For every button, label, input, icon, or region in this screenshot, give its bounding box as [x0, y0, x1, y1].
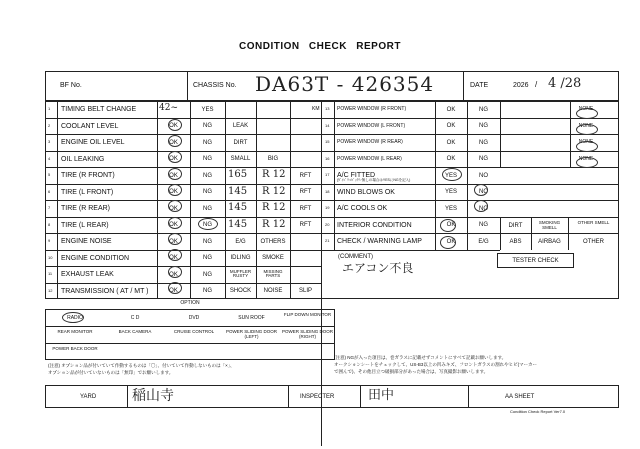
row-label: ENGINE CONDITION	[61, 254, 130, 262]
damage-note-2: オークションシートをチェックして、US-B3以上の凹みキズ、フロントガラスの割れやヒビ(マーカー	[334, 362, 538, 367]
check-mark-circle	[474, 200, 488, 212]
comment-label: (COMMENT)	[338, 254, 373, 260]
row-label: COOLANT LEVEL	[61, 122, 119, 130]
option-none: NONE	[578, 139, 594, 145]
option-c4: NOISE	[263, 288, 283, 294]
row-number: 16	[325, 155, 330, 161]
option-ok: OK	[169, 238, 178, 245]
grid-line	[321, 118, 619, 119]
aa-sheet-label: AA SHEET	[505, 394, 535, 400]
row-label: POWER WINDOW (L REAR)	[337, 155, 402, 162]
row-label: A/C FITTED	[337, 172, 376, 179]
option-c1: OK	[446, 156, 456, 162]
option-item: BACK CAMERA	[118, 329, 152, 334]
check-mark-circle	[168, 200, 182, 212]
grid-line	[321, 184, 619, 185]
option-ok: OK	[169, 222, 178, 228]
check-mark-circle	[440, 219, 456, 232]
option-c3: LEAK	[232, 123, 249, 129]
grid-line	[45, 250, 321, 251]
option-item: FLIP DOWN MONITOR	[283, 312, 332, 317]
option-note-1: (注意) オプション品が付いていて作動するものは「〇」、付いていて作動しないものは「×」、	[48, 363, 235, 368]
date-sep: /	[535, 80, 538, 89]
check-mark-circle	[576, 108, 598, 119]
option-ng: NG	[203, 156, 212, 162]
row-label: POWER WINDOW (L FRONT)	[337, 122, 406, 129]
tire-size: 165	[228, 169, 248, 180]
option-ok: OK	[169, 139, 178, 146]
row-number: 2	[48, 122, 51, 128]
option-c4: OTHERS	[260, 238, 286, 245]
grid-line	[321, 217, 619, 218]
check-mark-circle	[442, 168, 462, 181]
handwritten-note: 42~	[159, 103, 178, 113]
option-item: POWER SLIDING DOOR (LEFT)	[225, 329, 277, 340]
grid-line	[321, 151, 619, 152]
option-c2: NG	[479, 156, 488, 162]
row-label: TIMING BELT CHANGE	[61, 106, 137, 113]
tire-size: 145	[228, 218, 248, 230]
grid-line	[45, 217, 321, 218]
row-label: TIRE (R FRONT)	[61, 172, 115, 179]
option-c5: RFT	[299, 189, 312, 195]
option-ng: NG	[203, 172, 212, 179]
row-label: ENGINE NOISE	[61, 238, 112, 245]
option-ok: OK	[169, 156, 178, 162]
option-c1: YES	[444, 172, 457, 179]
row-number: 21	[325, 238, 330, 243]
option-item: C D	[130, 315, 140, 321]
check-mark-circle	[198, 218, 218, 230]
row-number: 10	[48, 254, 53, 260]
grid-line	[467, 101, 468, 250]
option-ng: NG	[203, 123, 212, 129]
check-mark-circle	[62, 312, 84, 323]
check-mark-circle	[168, 119, 182, 131]
option-ng: NG	[203, 238, 212, 245]
option-ok: OK	[169, 123, 178, 129]
version-label: Condition Check Report Ver7.0	[510, 409, 566, 414]
row-label: INTERIOR CONDITION	[337, 221, 412, 229]
row-number: 18	[325, 188, 330, 194]
option-item: RADIO	[67, 315, 83, 321]
row-label: OIL LEAKING	[61, 155, 105, 163]
chassis-label: CHASSIS No.	[193, 82, 237, 89]
grid-line	[435, 101, 436, 250]
row-number: 9	[48, 238, 51, 243]
option-item: REAR MONITOR	[57, 329, 93, 334]
km-label: KM	[312, 106, 320, 112]
option-item: CRUISE CONTROL	[173, 329, 215, 334]
option-ok: OK	[169, 271, 178, 278]
option-c2: NG	[479, 139, 488, 146]
row-number: 8	[48, 221, 51, 227]
option-other: OTHER	[583, 239, 604, 245]
grid-line	[45, 184, 321, 185]
grid-line	[321, 233, 619, 234]
comment-text: エアコン不良	[342, 261, 414, 275]
row-number: 12	[48, 287, 53, 293]
row-number: 3	[48, 139, 51, 144]
inspecter-label: INSPECTER	[300, 394, 335, 400]
row-label: TIRE (R REAR)	[61, 205, 110, 212]
option-none: NONE	[578, 106, 594, 112]
option-c3: MUFFLER RUSTY	[229, 268, 252, 279]
option-c5: RFT	[299, 172, 312, 179]
grid-line	[45, 151, 321, 152]
option-ng: YES	[201, 106, 214, 113]
row-number: 15	[325, 139, 330, 144]
date-month-day: 4 /28	[548, 76, 582, 91]
option-c3: DIRT	[233, 139, 248, 146]
option-ng: NG	[203, 271, 212, 278]
option-ng: NG	[203, 288, 212, 294]
option-smoking-smell: SMOKING SMELL	[538, 219, 561, 230]
tire-rim: R 12	[262, 202, 286, 213]
check-mark-circle	[168, 249, 182, 261]
row-number: 5	[48, 172, 51, 177]
option-c2: NO	[479, 172, 488, 179]
check-mark-circle	[168, 266, 182, 278]
grid-line	[45, 283, 321, 284]
option-c2: NO	[479, 205, 488, 212]
row-label: ENGINE OIL LEVEL	[61, 139, 125, 146]
grid-line	[570, 101, 571, 167]
option-c4: MISSING PARTS	[263, 268, 283, 279]
option-c5: RFT	[299, 222, 312, 228]
option-c2: NG	[479, 123, 488, 129]
option-none: NONE	[578, 122, 594, 129]
option-ng: NG	[203, 255, 212, 261]
tire-rim: R 12	[262, 169, 286, 180]
option-c1: OK	[446, 106, 456, 113]
option-ng: NG	[203, 139, 212, 146]
row-number: 17	[325, 172, 330, 177]
option-c4: SMOKE	[262, 255, 284, 261]
option-ok: OK	[169, 172, 178, 179]
option-c2: NO	[479, 189, 488, 195]
option-c1: YES	[444, 189, 457, 195]
option-c1: OK	[446, 222, 456, 228]
tire-size: 145	[228, 202, 248, 213]
option-dirt: DIRT	[508, 222, 523, 229]
row-label: CHECK / WARNING LAMP	[337, 238, 422, 245]
check-mark-circle	[474, 184, 488, 196]
check-mark-circle	[576, 157, 598, 168]
row-label: EXHAUST LEAK	[61, 271, 114, 278]
option-ng: NG	[203, 205, 212, 212]
check-mark-circle	[168, 135, 182, 147]
grid-line	[45, 266, 321, 267]
row-number: 13	[325, 106, 330, 111]
grid-line	[321, 167, 619, 168]
tire-rim: R 12	[262, 185, 286, 197]
grid-line	[321, 200, 619, 201]
date-year: 2026	[513, 82, 529, 89]
row-number: 20	[325, 221, 330, 227]
yard-value: 稲山寺	[132, 388, 174, 404]
chassis-value: DA63T - 426354	[255, 72, 435, 96]
row-number: 1	[48, 106, 51, 111]
grid-line	[45, 343, 335, 344]
option-c1: YES	[444, 205, 457, 212]
row-number: 11	[48, 271, 53, 276]
check-mark-circle	[168, 168, 182, 180]
option-c2: NG	[479, 106, 488, 113]
check-mark-circle	[168, 151, 182, 163]
report-title: CONDITION CHECK REPORT	[239, 41, 401, 52]
grid-line	[321, 250, 500, 251]
option-c5: SLIP	[298, 288, 312, 294]
row-number: 7	[48, 205, 51, 210]
check-mark-circle	[576, 124, 598, 135]
grid-line	[45, 326, 335, 327]
damage-note-3: で囲んで)、その他目立つ破損部分があった場合は、写真撮影お願いします。	[334, 369, 489, 374]
yard-label: YARD	[80, 394, 97, 400]
damage-note-1: (注意) NGが入った項目は、巻ガラスに記載せずコメントにすべて記載お願いします。	[334, 355, 507, 360]
row-label: POWER WINDOW (R REAR)	[337, 139, 403, 145]
row-number: 6	[48, 188, 51, 194]
option-ok: OK	[169, 288, 178, 294]
tire-size: 145	[228, 185, 248, 197]
grid-line	[45, 118, 321, 119]
grid-line	[45, 134, 321, 135]
grid-line	[500, 101, 501, 167]
row-label: TRANSMISSION ( AT / MT )	[61, 287, 149, 295]
option-ok: OK	[169, 205, 178, 212]
row-label: A/C COOLS OK	[337, 205, 388, 212]
option-ok: OK	[169, 255, 178, 261]
option-airbag: AIRBAG	[538, 239, 561, 245]
option-item: SUN ROOF	[238, 315, 265, 321]
option-c4: BIG	[267, 156, 279, 162]
row-number: 19	[325, 205, 330, 210]
option-abs: ABS	[509, 239, 522, 245]
row-sublabel: (ﾀﾞｲﾍﾞﾘｰ/ﾊﾞｯﾃﾘｰ無しの場合はYESにNGを記入)	[337, 178, 411, 182]
check-mark-circle	[168, 184, 182, 196]
option-c3: IDLING	[230, 255, 251, 261]
tire-rim: R 12	[262, 218, 286, 230]
row-number: 4	[48, 155, 51, 161]
check-mark-circle	[168, 233, 182, 245]
bf-label: BF No.	[60, 82, 82, 89]
check-mark-circle	[576, 141, 598, 152]
tester-check-label: TESTER CHECK	[512, 258, 559, 264]
date-label: DATE	[470, 82, 489, 89]
option-other-smell: OTHER SMELL	[577, 219, 610, 225]
option-c1: OK	[446, 123, 456, 129]
option-item: DVD	[188, 315, 200, 321]
option-c1: OK	[446, 238, 456, 245]
row-label: TIRE (L FRONT)	[61, 188, 114, 196]
row-label: TIRE (L REAR)	[61, 221, 109, 229]
option-c3: SMALL	[230, 156, 251, 162]
option-c2: NG	[479, 222, 488, 228]
option-c3: SHOCK	[229, 288, 252, 294]
option-item: POWER BACK DOOR	[52, 346, 98, 351]
grid-line	[45, 200, 321, 201]
option-none: NONE	[578, 155, 594, 162]
option-c3: E/G	[235, 238, 246, 245]
grid-line	[45, 167, 321, 168]
check-mark-circle	[168, 282, 182, 294]
option-ng: NG	[203, 189, 212, 195]
option-c2: E/G	[478, 238, 489, 245]
option-c1: OK	[446, 139, 456, 146]
option-ng: NG	[203, 222, 212, 228]
check-mark-circle	[168, 217, 182, 229]
option-label: OPTION	[180, 300, 200, 306]
row-label: POWER WINDOW (R FRONT)	[337, 106, 407, 112]
option-ok: OK	[169, 189, 178, 195]
row-label: WIND BLOWS OK	[337, 188, 395, 196]
option-item: POWER SLIDING DOOR (RIGHT)	[281, 329, 333, 340]
option-note-2: オプション品が付いていないものは「無印」でお願いします。	[48, 370, 174, 375]
row-number: 14	[325, 122, 330, 128]
option-c5: RFT	[299, 205, 312, 212]
grid-line	[321, 134, 619, 135]
inspecter-value: 田中	[368, 388, 395, 403]
grid-line	[45, 233, 321, 234]
check-mark-circle	[440, 236, 456, 249]
